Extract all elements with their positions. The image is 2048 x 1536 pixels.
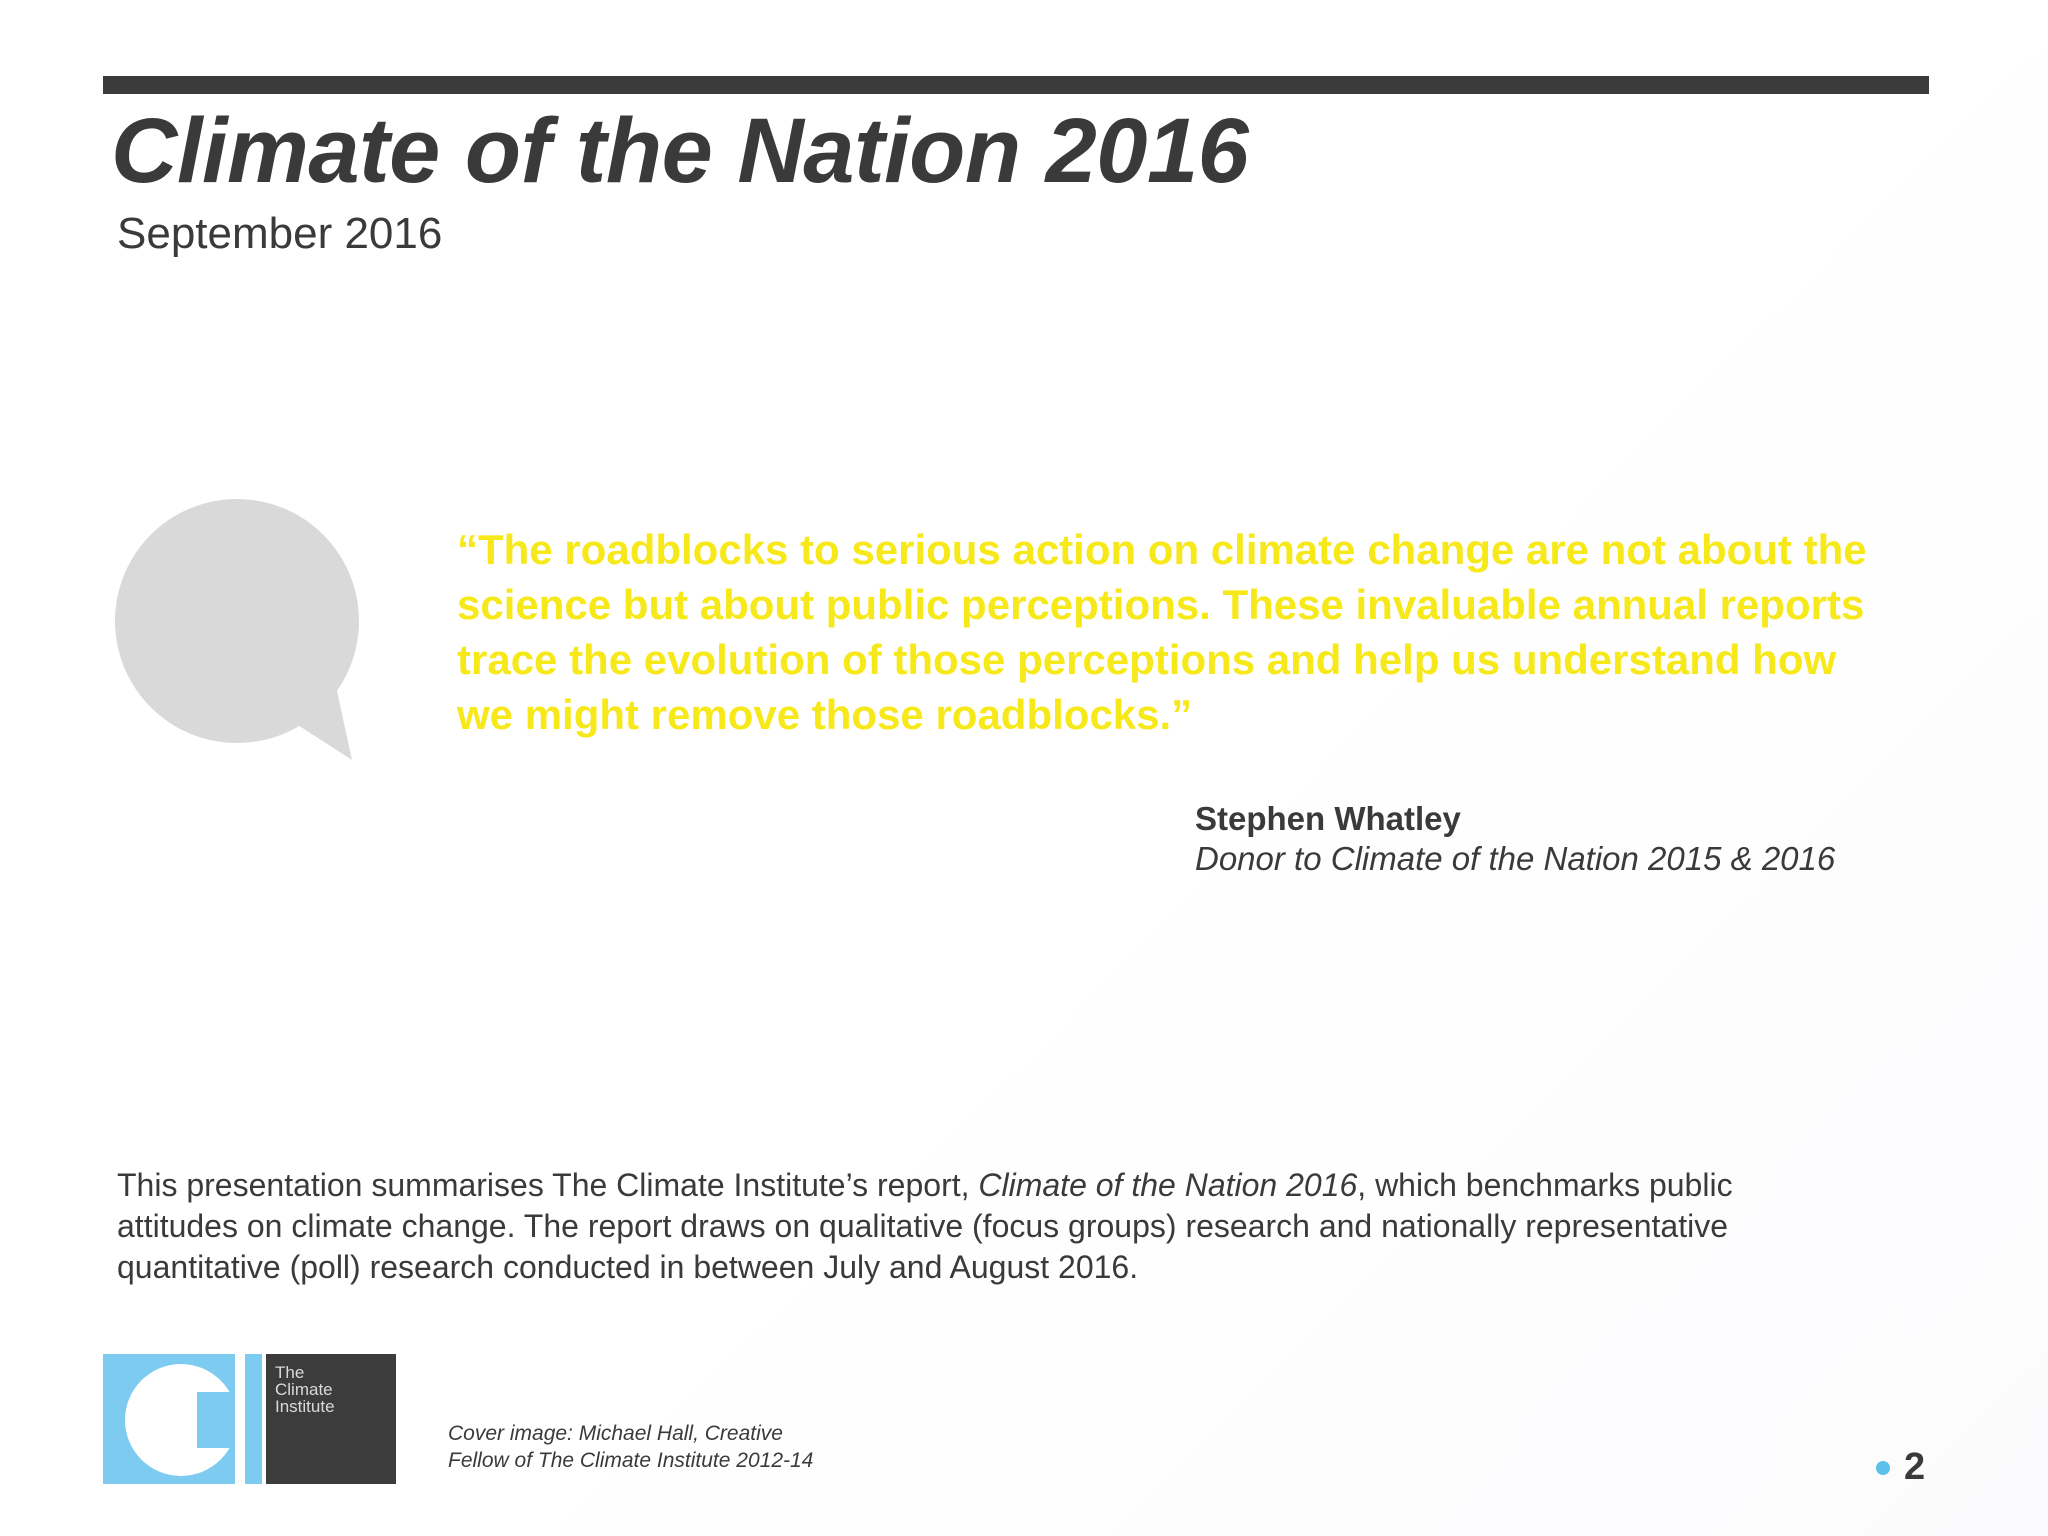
quote-text: “The roadblocks to serious action on climate change are not about the science but about public perceptions. These invaluable annual reports trace the evolution of those perceptions and help us understand how we might remove those roadblocks.” [457,526,1867,738]
logo-ci-mark [103,1354,262,1484]
logo-i-bar [235,1354,245,1484]
quote-attribution [1195,799,1835,879]
credit-line-1: Cover image: Michael Hall, Creative [448,1422,783,1445]
report-date: September 2016 [117,209,443,258]
summary-report-title: Climate of the Nation 2016 [978,1167,1358,1203]
top-rule [103,76,1929,94]
attribution-name: Stephen Whatley [1195,800,1461,837]
cover-image-credit [448,1420,813,1474]
climate-institute-logo [103,1354,396,1484]
logo-line-3: Institute [275,1397,335,1416]
logo-line-1: The [275,1363,305,1382]
speech-bubble-icon [112,498,362,762]
logo-wordmark [275,1364,335,1415]
page-number-value: 2 [1904,1446,1926,1488]
logo-line-2: Climate [275,1380,333,1399]
bullet-dot-icon [1876,1461,1890,1475]
attribution-role: Donor to Climate of the Nation 2015 & 2016 [1195,840,1836,877]
summary-text-1: This presentation summarises The Climate Institute’s report, [117,1167,979,1203]
summary-paragraph [117,1165,1837,1288]
page-number [1876,1446,1925,1489]
credit-line-2: Fellow of The Climate Institute 2012-14 [448,1449,814,1472]
page-title: Climate of the Nation 2016 [111,100,1249,202]
summary-text-2: , which benchmarks public attitudes on climate change. The report draws on qualitative (focus groups) research and nationally representative quantitative (poll) research conducted in between July and August 2016. [117,1167,1733,1285]
logo-wordmark-block [266,1354,396,1484]
